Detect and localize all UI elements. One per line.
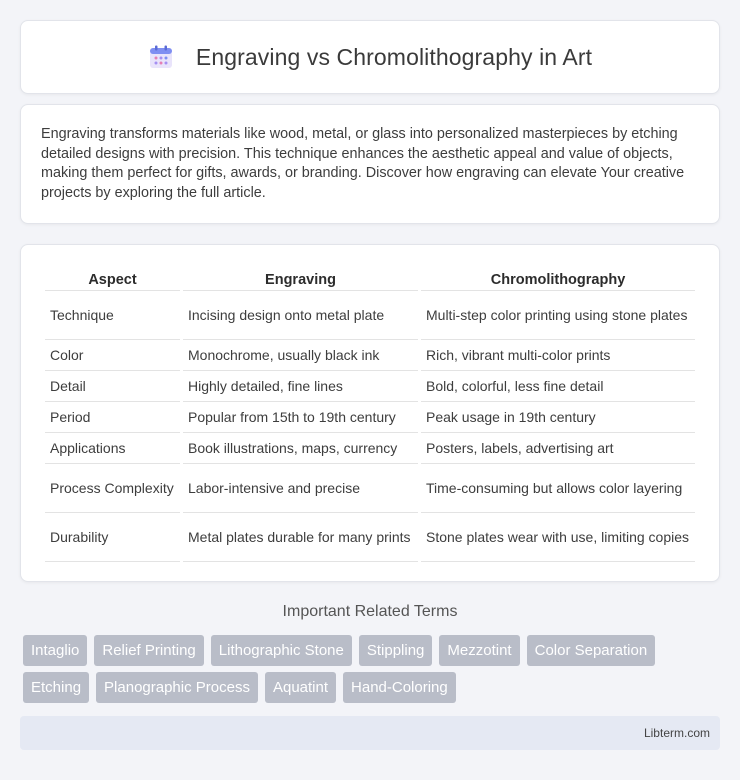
table-cell: Multi-step color printing using stone plates xyxy=(421,291,695,340)
tag-intaglio[interactable]: Intaglio xyxy=(23,635,87,666)
tag-hand-coloring[interactable]: Hand-Coloring xyxy=(343,672,456,703)
table-cell: Incising design onto metal plate xyxy=(183,291,418,340)
table-header-row xyxy=(45,265,695,291)
table-cell: Detail xyxy=(45,371,180,402)
footer-site-link[interactable]: Libterm.com xyxy=(643,726,710,740)
tag-mezzotint[interactable]: Mezzotint xyxy=(439,635,519,666)
tag-etching[interactable]: Etching xyxy=(23,672,89,703)
table-cell: Stone plates wear with use, limiting copies xyxy=(421,513,695,562)
table-cell: Book illustrations, maps, currency xyxy=(183,433,418,464)
table-cell: Color xyxy=(45,340,180,371)
table-cell: Monochrome, usually black ink xyxy=(183,340,418,371)
tag-aquatint[interactable]: Aquatint xyxy=(265,672,336,703)
footer xyxy=(20,716,720,750)
table-cell: Time-consuming but allows color layering xyxy=(421,464,695,513)
table-cell: Applications xyxy=(45,433,180,464)
header-card xyxy=(20,20,720,94)
table-cell: Bold, colorful, less fine detail xyxy=(421,371,695,402)
related-terms-title: Important Related Terms xyxy=(282,603,458,620)
table-cell: Period xyxy=(45,402,180,433)
tag-planographic-process[interactable]: Planographic Process xyxy=(96,672,258,703)
table-row xyxy=(45,371,695,402)
table-cell: Posters, labels, advertising art xyxy=(421,433,695,464)
tag-color-separation[interactable]: Color Separation xyxy=(527,635,656,666)
table-cell: Peak usage in 19th century xyxy=(421,402,695,433)
tag-stippling[interactable]: Stippling xyxy=(359,635,433,666)
calendar-grid-icon xyxy=(148,44,174,70)
table-cell: Highly detailed, fine lines xyxy=(183,371,418,402)
header-chromolithography: Chromolithography xyxy=(421,265,695,291)
table-row xyxy=(45,464,695,513)
table-row xyxy=(45,340,695,371)
table-cell: Technique xyxy=(45,291,180,340)
related-terms-tags xyxy=(23,635,723,709)
table-row xyxy=(45,402,695,433)
page-title: Engraving vs Chromolithography in Art xyxy=(195,43,593,70)
header-aspect: Aspect xyxy=(45,265,180,291)
comparison-card xyxy=(20,244,720,582)
header-engraving: Engraving xyxy=(183,265,418,291)
comparison-table xyxy=(42,265,698,562)
table-cell: Rich, vibrant multi-color prints xyxy=(421,340,695,371)
table-row xyxy=(45,291,695,340)
table-row xyxy=(45,513,695,562)
title-wrap xyxy=(148,44,592,71)
table-cell: Metal plates durable for many prints xyxy=(183,513,418,562)
table-cell: Durability xyxy=(45,513,180,562)
tag-relief-printing[interactable]: Relief Printing xyxy=(94,635,203,666)
table-cell: Labor-intensive and precise xyxy=(183,464,418,513)
table-row xyxy=(45,433,695,464)
table-cell: Process Complexity xyxy=(45,464,180,513)
intro-text: Engraving transforms materials like wood, metal, or glass into personalized masterpieces by etching detailed designs with precision. This technique enhances the aesthetic appeal and value of objects, making them perfect for gifts, awards, or branding. Discover how engraving can elevate Your creative projects by exploring the full article. xyxy=(41,126,685,201)
intro-card xyxy=(20,104,720,224)
table-cell: Popular from 15th to 19th century xyxy=(183,402,418,433)
tag-lithographic-stone[interactable]: Lithographic Stone xyxy=(211,635,352,666)
